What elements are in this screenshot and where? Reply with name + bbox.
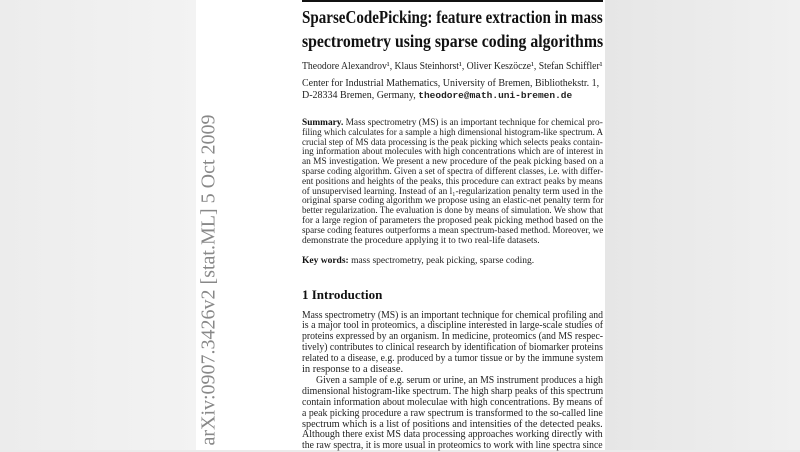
intro-line: Although there exist MS data processing approaches working directly with — [302, 429, 603, 441]
paper-title-line: SparseCodePicking: feature extraction in mass — [302, 7, 603, 27]
summary-text: ent positions and heights of the peaks, this procedure can extract peaks by means — [302, 176, 603, 187]
intro-line: in response to a disease. — [302, 364, 404, 375]
intro-line: a peak picking procedure a raw spectrum is transformed to the so-called line — [302, 407, 603, 419]
intro-line: related to a disease, e.g. produced by a tumor tissue or by the immune system — [302, 353, 604, 365]
affiliation-text: D-28334 Bremen, Germany, — [302, 90, 419, 101]
summary-text: demonstrate the procedure applying it to two real-life datasets. — [302, 235, 540, 246]
email-address: theodore@math.uni-bremen.de — [418, 90, 573, 101]
keywords — [302, 257, 534, 267]
keywords-text: mass spectrometry, peak picking, sparse coding. — [348, 256, 535, 266]
summary-text: better regularization. The evaluation is done by means of simulation. We show that — [302, 206, 603, 217]
keywords-label: Key words: — [302, 256, 349, 266]
summary-text: an MS investigation. We present a new procedure of the peak picking based on a — [302, 157, 604, 168]
intro-line: Given a sample of e.g. serum or urine, an MS instrument produces a high — [316, 374, 603, 386]
viewer-background-left — [0, 0, 196, 450]
intro-line: tively) contributes to clinical research by identification of biomarker proteins — [302, 342, 603, 354]
summary-text: original sparse coding algorithm we propose using an elastic-net penalty term for — [302, 196, 604, 207]
summary-text: filing which calculates for a sample a high dimensional histogram-like spectrum. A — [302, 127, 604, 138]
summary-label: Summary. — [302, 118, 344, 128]
section-heading: 1 Introduction — [302, 287, 383, 302]
arxiv-stamp: arXiv:0907.3426v2 [stat.ML] 5 Oct 2009 — [197, 114, 220, 446]
header-rule — [302, 0, 603, 2]
summary-text: ing information about molecules with high concentrations which are of interest in — [302, 147, 604, 158]
summary-text: Mass spectrometry (MS) is an important technique for chemical pro- — [343, 118, 603, 128]
affiliation-line — [302, 90, 572, 102]
intro-line: proteins expressed by an organism. In medicine, proteomics (and MS respec- — [302, 331, 604, 343]
viewer-background-right — [605, 0, 800, 450]
intro-line: dimensional histogram-like spectrum. The high sharp peaks of this spectrum — [302, 385, 604, 397]
summary-text: of unsupervised learning. Instead of an l₁-regularization penalty term used in the — [302, 186, 603, 197]
intro-line: Mass spectrometry (MS) is an important technique for chemical profiling and — [302, 309, 603, 321]
summary-text: for a large region of parameters the proposed peak picking method based on the — [302, 216, 603, 226]
intro-line: is a major tool in proteomics, a discipline interested in large-scale studies of — [302, 320, 604, 332]
authors: Theodore Alexandrov¹, Klaus Steinhorst¹, Oliver Keszöcze¹, Stefan Schiffler¹ — [302, 61, 603, 72]
summary-text: sparse coding features outperforms a mean spectrum-based method. Moreover, we — [302, 225, 604, 236]
summary-text: crucial step of MS data processing is the peak picking which selects peaks contain- — [302, 137, 603, 148]
paper-title-line: spectrometry using sparse coding algorithms — [302, 31, 604, 51]
affiliation-line: Center for Industrial Mathematics, University of Bremen, Bibliothekstr. 1, — [302, 78, 600, 89]
intro-line: the raw spectra, it is more usual in proteomics to work with line spectra since — [302, 440, 603, 452]
summary-line — [302, 237, 540, 247]
intro-line: contain information about moleculae with high concentrations. By means of — [302, 396, 603, 408]
summary-text: sparse coding algorithm. Given a set of spectra of different classes, i.e. with differ- — [302, 167, 604, 177]
intro-line: spectrum which is a list of positions and intensities of the detected peaks. — [302, 418, 603, 430]
